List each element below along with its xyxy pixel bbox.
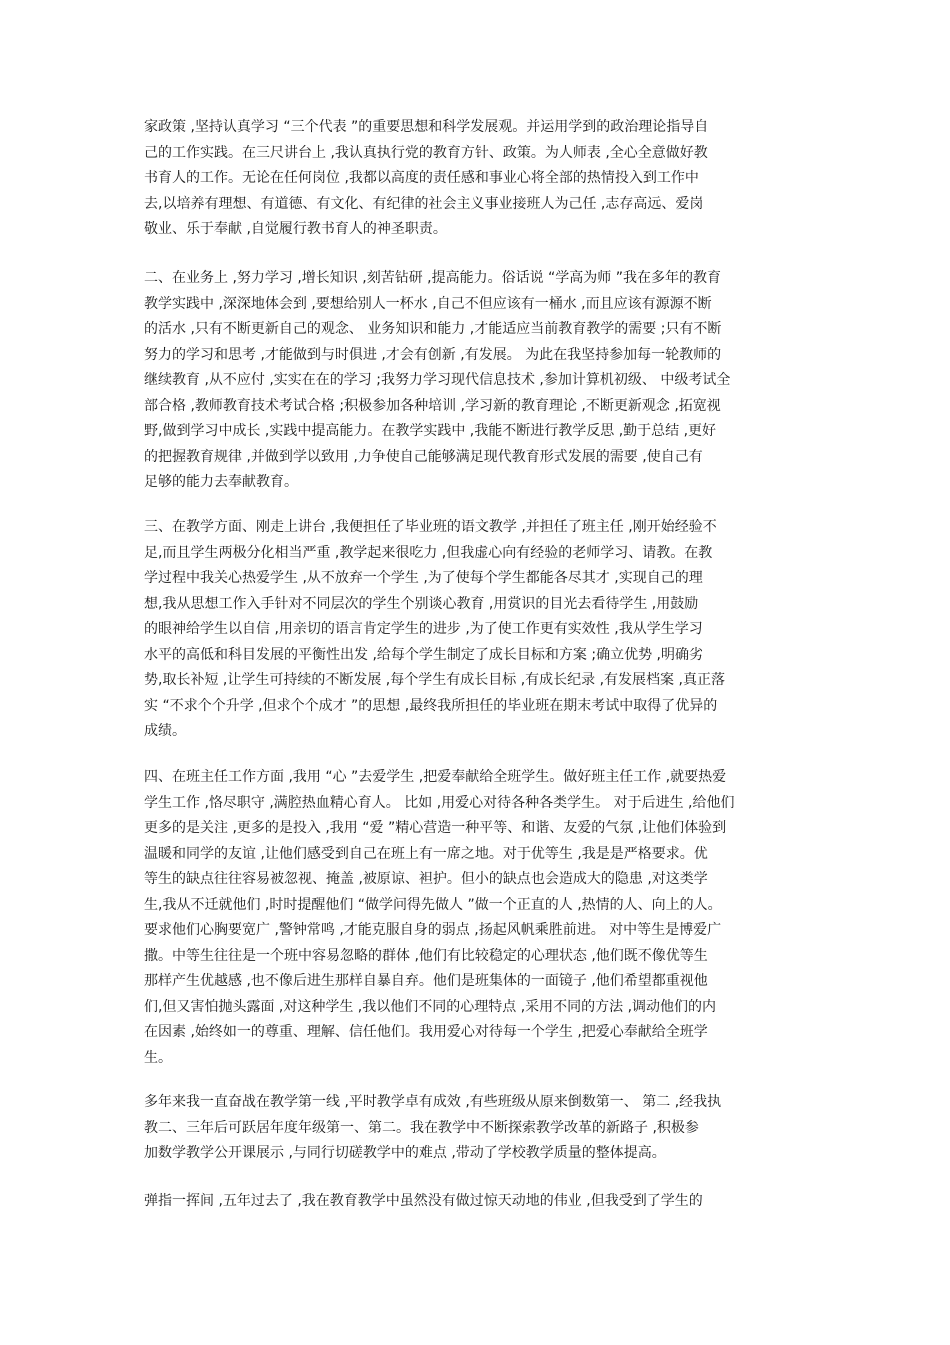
text-line: 努力的学习和思考 ,才能做到与时俱进 ,才会有创新 ,有发展。 为此在我坚持参加每一轮教师的 bbox=[144, 346, 722, 363]
text-line: 书育人的工作。无论在任何岗位 ,我都以高度的责任感和事业心将全部的热情投入到工作中 bbox=[144, 170, 699, 186]
text-line: 己的工作实践。在三尺讲台上 ,我认真执行党的教育方针、政策。为人师表 ,全心全意做好教 bbox=[144, 144, 708, 161]
text-line: 水平的高低和科目发展的平衡性出发 ,给每个学生制定了成长目标和方案 ;确立优势 ,明确劣 bbox=[144, 646, 703, 663]
text-line: 足,而且学生两极分化相当严重 ,教学起来很吃力 ,但我虚心向有经验的老师学习、请教。在教 bbox=[144, 544, 713, 561]
text-line: 学生工作 ,恪尽职守 ,满腔热血精心育人。 比如 ,用爱心对待各种各类学生。 对于后进生 ,给他们 bbox=[144, 794, 735, 811]
text-line: 的把握教育规律 ,并做到学以致用 ,力争使自己能够满足现代教育形式发展的需要 ,使自己有 bbox=[144, 448, 703, 465]
text-line: 生。 bbox=[144, 1049, 172, 1066]
text-line: 撒。中等生往往是一个班中容易忽略的群体 ,他们有比较稳定的心理状态 ,他们既不像优等生 bbox=[144, 947, 708, 964]
text-line: 等生的缺点往往容易被忽视、掩盖 ,被原谅、袒护。但小的缺点也会造成大的隐患 ,对这类学 bbox=[144, 871, 708, 887]
text-line: 成绩。 bbox=[144, 723, 186, 739]
text-line: 实 “不求个个升学 ,但求个个成才 ”的思想 ,最终我所担任的毕业班在期末考试中取得了优异的 bbox=[144, 697, 718, 714]
text-line: 继续教育 ,从不应付 ,实实在在的学习 ;我努力学习现代信息技术 ,参加计算机初级、 中级考试全 bbox=[144, 372, 731, 388]
text-line: 教学实践中 ,深深地体会到 ,要想给别人一杯水 ,自己不但应该有一桶水 ,而且应该有源源不断 bbox=[144, 295, 712, 312]
text-line: 学过程中我关心热爱学生 ,从不放弃一个学生 ,为了使每个学生都能各尽其才 ,实现自己的理 bbox=[144, 570, 703, 586]
text-line: 生,我从不迁就他们 ,时时提醒他们 “做学问得先做人 ”做一个正直的人 ,热情的人、向上的人。 bbox=[144, 896, 722, 913]
text-line: 教二、三年后可跃居年度年级第一、第二。我在教学中不断探索教学改革的新路子 ,积极参 bbox=[144, 1119, 699, 1136]
paragraph-teaching bbox=[144, 515, 814, 745]
paragraph-political-study bbox=[144, 115, 814, 243]
text-line: 的眼神给学生以自信 ,用亲切的语言肯定学生的进步 ,为了使工作更有实效性 ,我从学生学习 bbox=[144, 621, 703, 637]
text-line: 加数学教学公开课展示 ,与同行切磋教学中的难点 ,带动了学校教学质量的整体提高。 bbox=[144, 1145, 666, 1161]
text-line: 家政策 ,坚持认真学习 “三个代表 ”的重要思想和科学发展观。并运用学到的政治理论指导自 bbox=[144, 119, 709, 135]
text-line: 势,取长补短 ,让学生可持续的不断发展 ,每个学生有成长目标 ,有成长纪录 ,有发展档案 ,真正落 bbox=[144, 672, 725, 688]
text-line: 足够的能力去奉献教育。 bbox=[144, 474, 298, 490]
text-line: 三、在教学方面、刚走上讲台 ,我便担任了毕业班的语文教学 ,并担任了班主任 ,刚开始经验不 bbox=[144, 519, 717, 535]
text-line: 那样产生优越感 ,也不像后进生那样自暴自弃。他们是班集体的一面镜子 ,他们希望都重视他 bbox=[144, 973, 708, 989]
text-line: 想,我从思想工作入手针对不同层次的学生个别谈心教育 ,用赏识的目光去看待学生 ,用鼓励 bbox=[144, 595, 699, 612]
text-line: 野,做到学习中成长 ,实践中提高能力。在教学实践中 ,我能不断进行教学反思 ,勤于总结 ,更好 bbox=[144, 423, 717, 439]
text-line: 弹指一挥间 ,五年过去了 ,我在教育教学中虽然没有做过惊天动地的伟业 ,但我受到了学生的 bbox=[144, 1193, 703, 1209]
text-line: 四、在班主任工作方面 ,我用 “心 ”去爱学生 ,把爱奉献给全班学生。做好班主任工作 ,就要热爱 bbox=[144, 769, 727, 785]
text-line: 去,以培养有理想、有道德、有文化、有纪律的社会主义事业接班人为己任 ,志存高远、爱岗 bbox=[144, 195, 704, 212]
text-line: 二、在业务上 ,努力学习 ,增长知识 ,刻苦钻研 ,提高能力。俗话说 “学高为师 ”我在多年的教育 bbox=[144, 270, 722, 286]
text-line: 在因素 ,始终如一的尊重、理解、信任他们。我用爱心对待每一个学生 ,把爱心奉献给全班学 bbox=[144, 1024, 708, 1040]
text-line: 要求他们心胸要宽广 ,警钟常鸣 ,才能克服自身的弱点 ,扬起风帆乘胜前进。 对中等生是博爱广 bbox=[144, 922, 722, 938]
paragraph-class-teacher bbox=[144, 765, 814, 1071]
text-line: 的活水 ,只有不断更新自己的观念、 业务知识和能力 ,才能适应当前教育教学的需要 ;只有不断 bbox=[144, 321, 722, 337]
text-line: 温暖和同学的友谊 ,让他们感受到自己在班上有一席之地。对于优等生 ,我是是严格要求。优 bbox=[144, 845, 708, 862]
paragraph-professional-growth bbox=[144, 266, 814, 496]
text-line: 更多的是关注 ,更多的是投入 ,我用 “爱 ”精心营造一种平等、和谐、友爱的气氛 ,让他们体验到 bbox=[144, 820, 727, 836]
text-line: 们,但又害怕抛头露面 ,对这种学生 ,我以他们不同的心理特点 ,采用不同的方法 ,调动他们的内 bbox=[144, 998, 717, 1015]
text-line: 敬业、乐于奉献 ,自觉履行教书育人的神圣职责。 bbox=[144, 221, 447, 237]
paragraph-achievements bbox=[144, 1090, 814, 1167]
paragraph-conclusion bbox=[144, 1189, 814, 1215]
text-line: 部合格 ,教师教育技术考试合格 ;积极参加各种培训 ,学习新的教育理论 ,不断更新观念 ,拓宽视 bbox=[144, 397, 721, 414]
text-line: 多年来我一直奋战在教学第一线 ,平时教学卓有成效 ,有些班级从原来倒数第一、 第二 ,经我执 bbox=[144, 1094, 722, 1110]
